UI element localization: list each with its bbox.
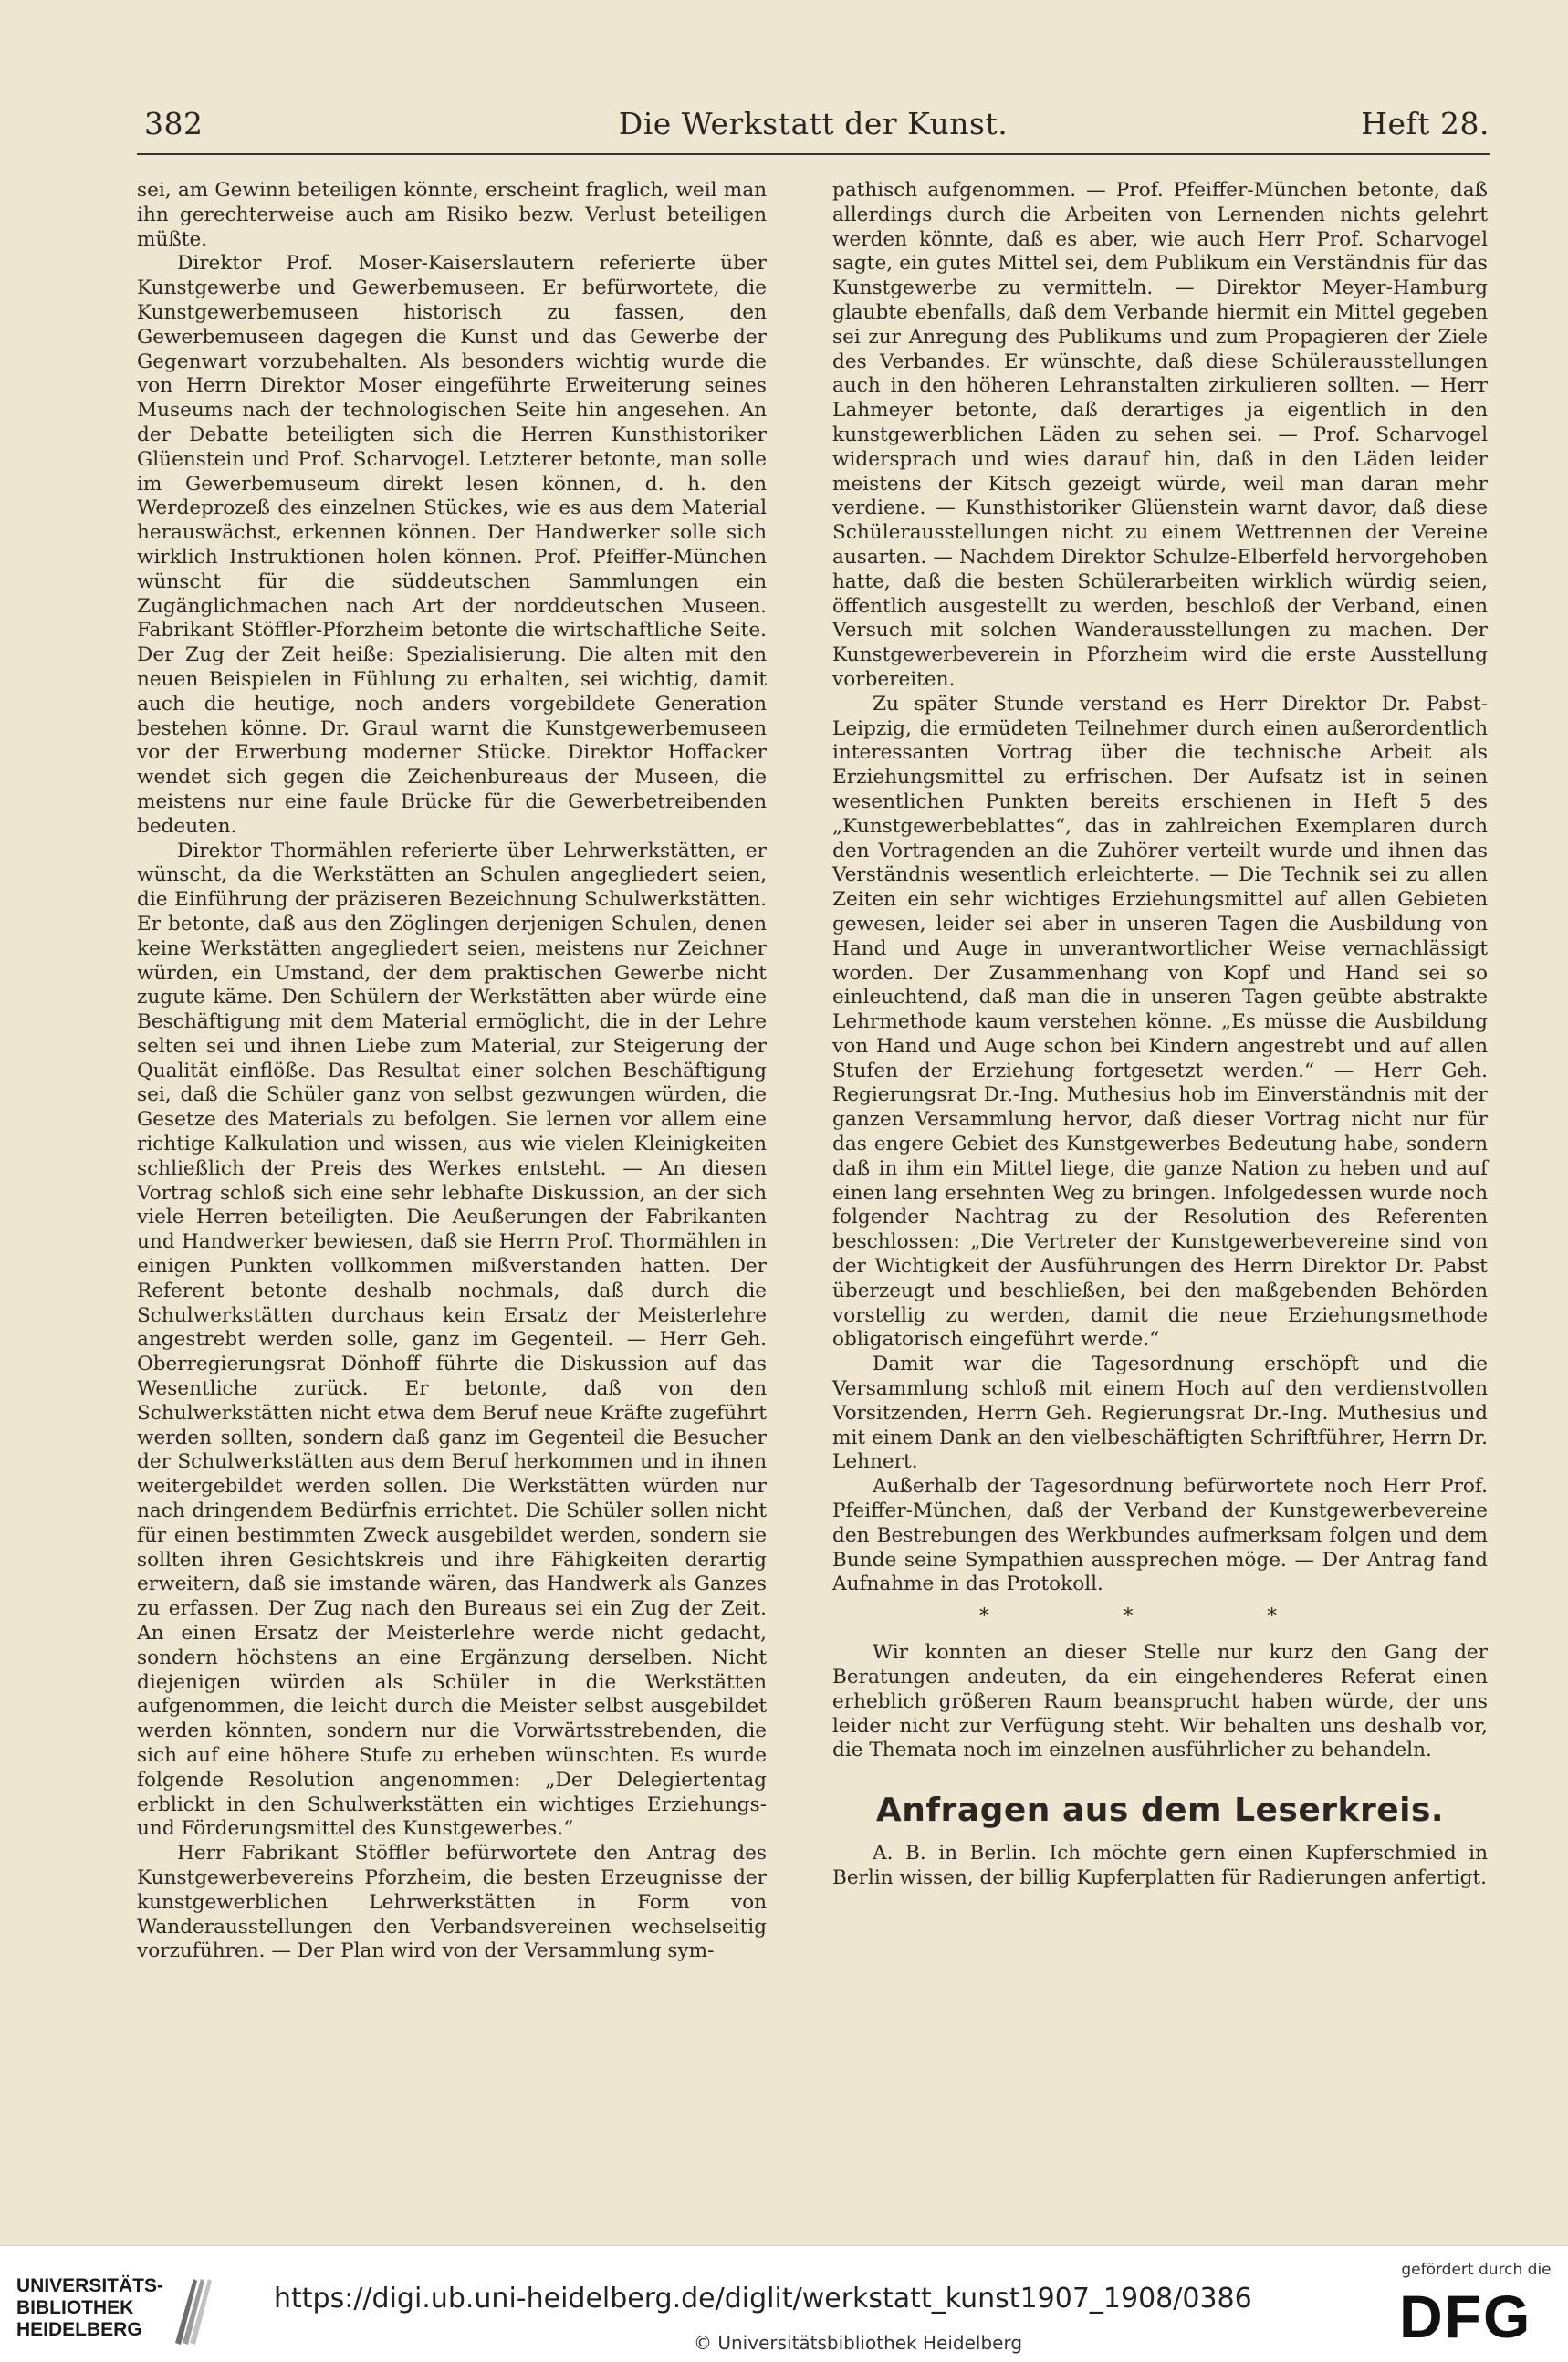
header-rule	[137, 153, 1490, 155]
section-heading: Anfragen aus dem Leserkreis.	[875, 1792, 1445, 1830]
page-header	[137, 102, 1490, 148]
paragraph: Herr Fabrikant Stöffler befürwortete den Antrag des Kunstgewerbevereins Pforzheim, die besten Erzeugnisse der kunstgewerblichen Lehrwerkstätten in Form von Wanderausstellungen den Verbandsvereinen wechselseitig vorzuführen. — Der Plan wird von der Versammlung sym-	[137, 1842, 767, 1963]
library-name-line: UNIVERSITÄTS-	[16, 2275, 164, 2296]
paragraph: Außerhalb der Tagesordnung befürwortete noch Herr Prof. Pfeiffer-München, daß der Verband der Kunstgewerbevereine den Bestrebungen des Werkbundes aufmerksam folgen und dem Bunde seine Sympathien aussprechen möge. — Der Antrag fand Aufnahme in das Protokoll.	[832, 1475, 1488, 1596]
paragraph: Wir konnten an dieser Stelle nur kurz den Gang der Beratungen andeuten, da ein eingehenderes Referat einen erheblich größeren Raum beansprucht haben würde, der uns leider nicht zur Verfügung steht. Wir behalten uns deshalb vor, die Themata noch im einzelnen ausführlicher zu behandeln.	[832, 1641, 1488, 1762]
library-name-line: BIBLIOTHEK	[16, 2297, 134, 2318]
reader-query: A. B. in Berlin. Ich möchte gern einen Kupferschmied in Berlin wissen, der billig Kupferplatten für Radierungen anfertigt.	[832, 1842, 1488, 1889]
paragraph: pathisch aufgenommen. — Prof. Pfeiffer-München betonte, daß allerdings durch die Arbeiten von Lernenden nichts gelehrt werden könnte, daß es aber, wie auch Herr Prof. Scharvogel sagte, ein gutes Mittel sei, dem Publikum ein Verständnis für das Kunstgewerbe zu vermitteln. — Direktor Meyer-Hamburg glaubte ebenfalls, daß dem Verbande hiermit ein Mittel gegeben sei zur Anregung des Publikums und zum Propagieren der Ziele des Verbandes. Er wünschte, daß diese Schülerausstellungen auch in den höheren Lehranstalten zirkulieren sollten. — Herr Lahmeyer betonte, daß derartiges ja eigentlich in den kunstgewerblichen Läden zu sehen sei. — Prof. Scharvogel widersprach und wies darauf hin, daß in den Läden leider meistens der Kitsch gezeigt würde, weil man daran mehr verdiene. — Kunsthistoriker Glüenstein warnt davor, daß diese Schülerausstellungen nicht zu einem Wettrennen der Vereine ausarten. — Nachdem Direktor Schulze-Elberfeld hervorgehoben hatte, daß die besten Schülerarbeiten wirklich würdig seien, öffentlich ausgestellt zu werden, beschloß der Verband, einen Versuch mit solchen Wanderausstellungen zu machen. Der Kunstgewerbeverein in Pforzheim wird die erste Ausstellung vorbereiten.	[832, 179, 1488, 691]
library-name-line: HEIDELBERG	[16, 2319, 142, 2340]
viewer-footer	[0, 2245, 1568, 2362]
section-separator: * * *	[978, 1604, 1342, 1628]
dfg-wordmark: DFG	[1399, 2283, 1532, 2350]
permalink-url[interactable]: https://digi.ub.uni-heidelberg.de/diglit/werkstatt_kunst1907_1908/0386	[274, 2283, 1252, 2315]
left-column	[137, 179, 767, 1964]
library-logo[interactable]	[16, 2275, 217, 2348]
right-column	[832, 179, 1488, 1891]
running-title: Die Werkstatt der Kunst.	[618, 106, 1009, 141]
funding-note: gefördert durch die	[1401, 2261, 1552, 2279]
paragraph: Direktor Prof. Moser-Kaiserslautern referierte über Kunstgewerbe und Gewerbemuseen. Er befürwortete, die Kunstgewerbemuseen historisch zu fassen, den Gewerbemuseen dagegen die Kunst und das Gewerbe der Gegenwart vorzubehalten. Als besonders wichtig wurde die von Herrn Direktor Moser eingeführte Erweiterung seines Museums nach der technologischen Seite hin angesehen. An der Debatte beteiligten sich die Herren Kunsthistoriker Glüenstein und Prof. Scharvogel. Letzterer betonte, man solle im Gewerbemuseum direkt lesen können, d. h. den Werdeprozeß des einzelnen Stückes, wie es aus dem Material herauswächst, erkennen können. Der Handwerker solle sich wirklich Instruktionen holen können. Prof. Pfeiffer-München wünscht für die süddeutschen Sammlungen ein Zugänglichmachen nach Art der norddeutschen Museen. Fabrikant Stöffler-Pforzheim betonte die wirtschaftliche Seite. Der Zug der Zeit heiße: Spezialisierung. Die alten mit den neuen Beispielen in Fühlung zu erhalten, sei wichtig, damit auch die heutige, noch anders vorgebildete Generation bestehen könne. Dr. Graul warnt die Kunstgewerbemuseen vor der Erwerbung moderner Stücke. Direktor Hoffacker wendet sich gegen die Zeichenbureaus der Museen, die meistens nur eine faule Brücke für die Gewerbetreibenden bedeuten.	[137, 252, 767, 838]
dfg-logo[interactable]	[1392, 2261, 1561, 2357]
library-emblem-icon	[170, 2275, 217, 2346]
copyright-notice: © Universitätsbibliothek Heidelberg	[694, 2332, 1023, 2354]
page-number: 382	[144, 106, 204, 141]
paragraph: Zu später Stunde verstand es Herr Direktor Dr. Pabst-Leipzig, die ermüdeten Teilnehmer durch einen außerordentlich interessanten Vortrag über die technische Arbeit als Erziehungsmittel zu erfrischen. Der Aufsatz ist in seinen wesentlichen Punkten bereits erschienen in Heft 5 des „Kunstgewerbeblattes“, das in zahlreichen Exemplaren durch den Vortragenden an die Zuhörer verteilt wurde und ihnen das Verständnis wesentlich erleichterte. — Die Technik sei zu allen Zeiten ein sehr wichtiges Erziehungsmittel auf allen Gebieten gewesen, leider sei aber in unseren Tagen die Ausbildung von Hand und Auge in unverantwortlicher Weise vernachlässigt worden. Der Zusammenhang von Kopf und Hand sei so einleuchtend, daß man die in unseren Tagen geübte abstrakte Lehrmethode kaum verstehen könne. „Es müsse die Ausbildung von Hand und Auge schon bei Kindern angestrebt und auf allen Stufen der Erziehung fortgesetzt werden.“ — Herr Geh. Regierungsrat Dr.-Ing. Muthesius hob im Einverständnis mit der ganzen Versammlung hervor, daß dieser Vortrag nicht nur für das engere Gebiet des Kunstgewerbes Bedeutung habe, sondern daß in ihm ein Mittel liege, die ganze Nation zu heben und auf einen lang ersehnten Weg zu bringen. Infolgedessen wurde noch folgender Nachtrag zu der Resolution des Referenten beschlossen: „Die Vertreter der Kunstgewerbevereine sind von der Wichtigkeit der Ausführungen des Herrn Direktor Dr. Pabst überzeugt und beschließen, bei den maßgebenden Behörden vorstellig zu werden, damit die neue Erziehungsmethode obligatorisch eingeführt werde.“	[832, 692, 1488, 1352]
paragraph: Damit war die Tagesordnung erschöpft und die Versammlung schloß mit einem Hoch auf den verdienstvollen Vorsitzenden, Herrn Geh. Regierungsrat Dr.-Ing. Muthesius und mit einem Dank an den vielbeschäftigten Schriftführer, Herrn Dr. Lehnert.	[832, 1353, 1488, 1474]
paragraph: sei, am Gewinn beteiligen könnte, erscheint fraglich, weil man ihn gerechterweise auch am Risiko bezw. Verlust beteiligen müßte.	[137, 179, 767, 251]
paragraph: Direktor Thormählen referierte über Lehrwerkstätten, er wünscht, da die Werkstätten an Schulen angegliedert seien, die Einführung der präziseren Bezeichnung Schulwerkstätten. Er betonte, daß aus den Zöglingen derjenigen Schulen, denen keine Werkstätten angegliedert seien, meistens nur Zeichner würden, ein Umstand, der dem praktischen Gewerbe nicht zugute käme. Den Schülern der Werkstätten aber würde eine Beschäftigung mit dem Material ermöglicht, die in der Lehre selten sei und ihnen Liebe zum Material, zur Steigerung der Qualität einflöße. Das Resultat einer solchen Beschäftigung sei, daß die Schüler ganz von selbst gezwungen würden, die Gesetze des Materials zu befolgen. Sie lernen vor allem eine richtige Kalkulation und wissen, aus wie vielen Kleinigkeiten schließlich der Preis des Werkes entsteht. — An diesen Vortrag schloß sich eine sehr lebhafte Diskussion, an der sich viele Herren beteiligten. Die Aeußerungen der Fabrikanten und Handwerker bewiesen, daß sie Herrn Prof. Thormählen in einigen Punkten vollkommen mißverstanden hatten. Der Referent betonte deshalb nochmals, daß durch die Schulwerkstätten durchaus kein Ersatz der Meisterlehre angestrebt werden solle, ganz im Gegenteil. — Herr Geh. Oberregierungsrat Dönhoff führte die Diskussion auf das Wesentliche zurück. Er betonte, daß von den Schulwerkstätten nicht etwa dem Beruf neue Kräfte zugeführt werden sollten, sondern daß ganz im Gegenteil die Besucher der Schulwerkstätten aus dem Beruf herkommen und in ihnen weitergebildet werden sollen. Die Werkstätten würden nur nach dringendem Bedürfnis errichtet. Die Schüler sollen nicht für einen bestimmten Zweck ausgebildet werden, sondern sie sollten ihren Gesichtskreis und ihre Fähigkeiten derartig erweitern, daß sie imstande wären, das Handwerk als Ganzes zu erfassen. Der Zug nach den Bureaus sei ein Zug der Zeit. An einen Ersatz der Meisterlehre werde nicht gedacht, sondern höchstens an eine Ergänzung derselben. Nicht diejenigen würden als Schüler in die Werkstätten aufgenommen, die leicht durch die Meister selbst ausgebildet werden könnten, sondern nur die Vorwärtsstrebenden, die sich auf eine höhere Stufe zu erheben wünschten. Es wurde folgende Resolution angenommen: „Der Delegiertentag erblickt in den Schulwerkstätten ein wichtiges Erziehungs- und Förderungsmittel des Kunstgewerbes.“	[137, 839, 767, 1841]
issue-label: Heft 28.	[1361, 106, 1490, 141]
